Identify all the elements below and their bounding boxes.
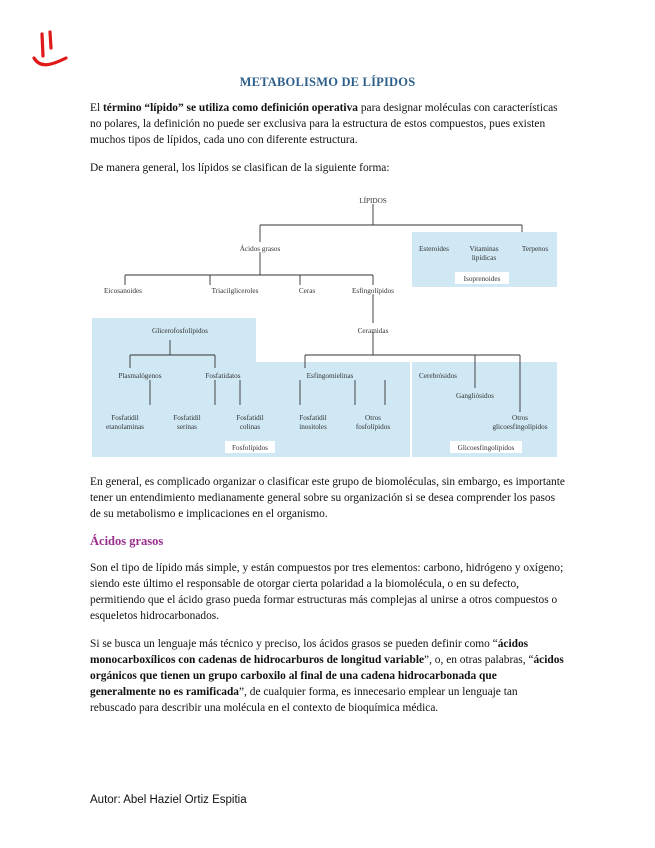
- node-esfingomielinas: Esfingomielinas: [306, 372, 354, 380]
- node-gangliosidos: Gangliósidos: [456, 392, 494, 400]
- node-ceramidas: Ceramidas: [357, 327, 389, 335]
- node-esfingolipidos: Esfingolípidos: [352, 287, 394, 295]
- node-acidos-grasos: Ácidos grasos: [239, 245, 281, 253]
- node-esteroides: Esteroides: [419, 245, 449, 253]
- node-fosfatidil-colinas: Fosfatidil colinas: [236, 414, 264, 431]
- node-otros-glico: Otros glicoesfingolípidos: [492, 414, 548, 431]
- node-eicosanoides: Eicosanoides: [104, 287, 142, 295]
- node-glicoesfingolipidos: Glicoesfingolípidos: [457, 444, 515, 452]
- node-vitaminas: Vitaminas lipídicas: [469, 245, 499, 262]
- intro-paragraph: El término “lípido” se utiliza como definición operativa para designar moléculas con características no polares, la definición no puede ser exclusiva para la estructura de estos compuestos, pues existen muchos tipos de lípidos, cada uno con diferente estructura.: [90, 102, 558, 146]
- node-isoprenoides: Isoprenoides: [463, 275, 501, 283]
- node-terpenos: Terpenos: [521, 245, 549, 253]
- node-cerebrosidos: Cerebrósidos: [419, 372, 457, 380]
- general-paragraph: En general, es complicado organizar o clasificar este grupo de biomoléculas, sin embargo, es importante tener un entendimiento medianamente general sobre su organización si se desea comprender los pasos de su metabolismo e implicaciones en el organismo.: [90, 476, 565, 520]
- lipid-classification-diagram: [90, 190, 565, 460]
- acidos-definition-paragraph: Son el tipo de lípido más simple, y están compuestos por tres elementos: carbono, hidrógeno y oxígeno; siendo este último el responsable de otorgar cierta polaridad a la biomolécula, o en su defecto, permitiendo que el ácido graso pueda formar estructuras más complejas al unirse a otros compuestos o esqueletos hidrocarbonados.: [90, 562, 564, 622]
- page-title: METABOLISMO DE LÍPIDOS: [239, 75, 416, 89]
- node-lipidos: LÍPIDOS: [359, 197, 387, 205]
- node-otros-fosfolipidos: Otros fosfolípidos: [355, 414, 391, 431]
- section-heading: Ácidos grasos: [90, 534, 164, 548]
- node-ceras: Ceras: [298, 287, 316, 295]
- logo-mark: [30, 28, 70, 74]
- node-fosfatidil-etanolaminas: Fosfatidil etanolaminas: [106, 414, 144, 431]
- node-trigliceridos: Triacilgliceroles: [211, 287, 259, 295]
- node-glicerofosfolipidos: Glicerofosfolípidos: [152, 327, 208, 335]
- classification-intro: De manera general, los lípidos se clasifican de la siguiente forma:: [90, 162, 390, 174]
- author-line: Autor: Abel Haziel Ortiz Espitia: [90, 794, 247, 806]
- node-fosfolipidos: Fosfolípidos: [232, 444, 268, 452]
- node-plasmalogenos: Plasmalógenos: [118, 372, 162, 380]
- node-fosfatidatos: Fosfatidatos: [205, 372, 241, 380]
- technical-definition-paragraph: Si se busca un lenguaje más técnico y preciso, los ácidos grasos se pueden definir como “ácidos monocarboxílicos con cadenas de hidrocarburos de longitud variable”, o, en otras palabras, “ácidos orgánicos que tienen un grupo carboxilo al final de una cadena hidrocarbonada que generalmente no es ramificada”, de cualquier forma, es innecesario emplear un lenguaje tan rebuscado para describir una molécula en el contexto de bioquímica médica.: [90, 638, 564, 714]
- node-fosfatidil-serinas: Fosfatidil serinas: [173, 414, 201, 431]
- node-fosfatidil-inositoles: Fosfatidil inositoles: [299, 414, 327, 431]
